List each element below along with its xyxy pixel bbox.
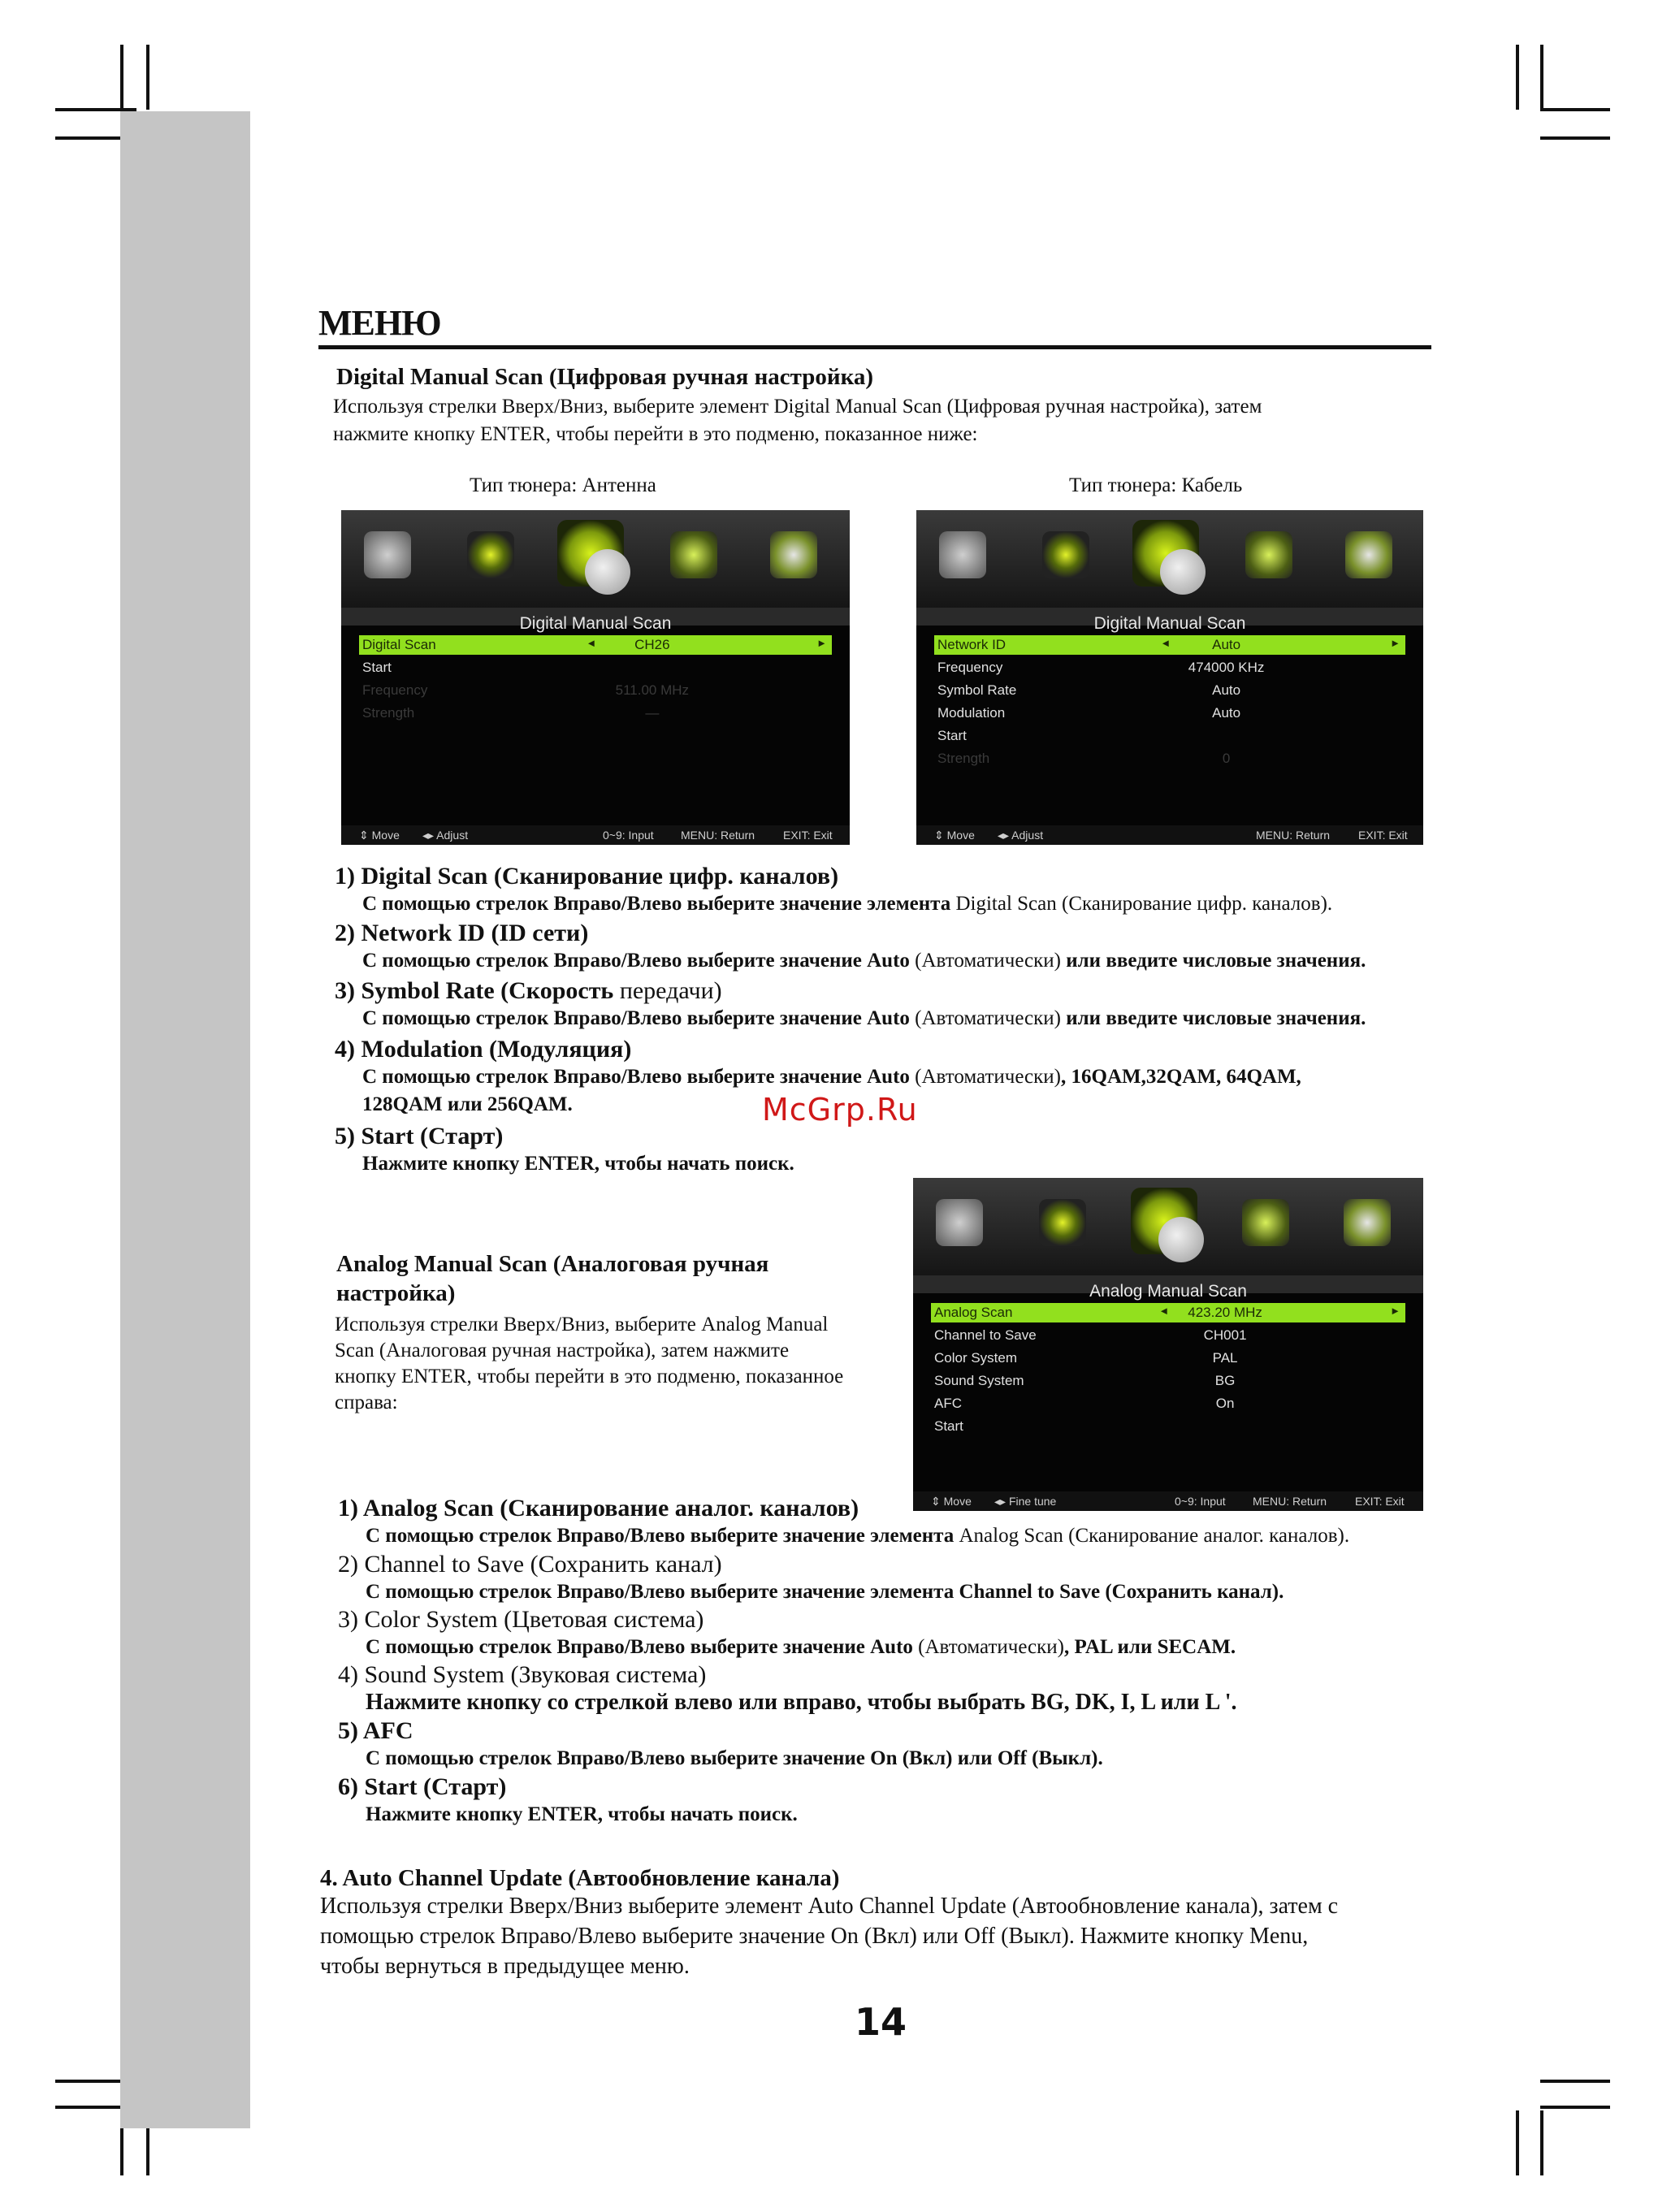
item-heading: 1) Digital Scan (Сканирование цифр. каналов) xyxy=(335,863,839,890)
item-body: С помощью стрелок Вправо/Влево выберите значение элемента Digital Scan (Сканирование цифр. каналов). xyxy=(362,893,1333,915)
crop-mark xyxy=(1516,2110,1519,2175)
row-value: Auto xyxy=(1212,637,1241,652)
menu-row-modulation[interactable] xyxy=(934,703,1405,723)
item-body: С помощью стрелок Вправо/Влево выберите значение Auto (Автоматически), 16QAM,32QAM, 64QAM, xyxy=(362,1066,1301,1088)
caption-antenna: Тип тюнера: Антенна xyxy=(470,474,656,496)
title-rule xyxy=(318,345,1431,349)
crop-mark xyxy=(120,45,123,110)
row-value: 423.20 MHz xyxy=(1188,1305,1262,1320)
crop-mark xyxy=(1540,2110,1543,2175)
item-heading: 2) Channel to Save (Сохранить канал) xyxy=(338,1551,722,1578)
digital-item-5 xyxy=(335,1123,794,1178)
footer-input: 0~9: Input xyxy=(1175,1495,1226,1508)
screen-title: Analog Manual Scan xyxy=(1089,1282,1247,1301)
dish-icon xyxy=(585,549,630,595)
arrow-left-icon[interactable]: ◄ xyxy=(586,637,597,649)
footer-input: 0~9: Input xyxy=(603,829,654,842)
footer-adjust: ◂▸ Adjust xyxy=(998,829,1044,842)
menu-row-strength xyxy=(359,703,832,723)
row-value: PAL xyxy=(1212,1350,1238,1366)
item-body: Нажмите кнопку ENTER, чтобы начать поиск. xyxy=(362,1153,794,1175)
lock-icon xyxy=(1242,1199,1289,1246)
menu-row-strength xyxy=(934,749,1405,768)
analog-item-3 xyxy=(338,1606,1236,1661)
item-heading: 3) Symbol Rate (Скорость передачи) xyxy=(335,977,722,1004)
lock-icon xyxy=(670,531,717,578)
item-heading: 5) Start (Старт) xyxy=(335,1123,504,1149)
item-body: С помощью стрелок Вправо/Влево выберите значение Auto (Автоматически) или введите числовые значения. xyxy=(362,1007,1366,1029)
footer-exit: EXIT: Exit xyxy=(1355,1495,1405,1508)
crop-mark xyxy=(1540,2106,1610,2109)
row-label: Digital Scan xyxy=(362,637,436,652)
row-label: Frequency xyxy=(362,682,428,698)
row-value: BG xyxy=(1214,1373,1236,1388)
item-body: Нажмите кнопку ENTER, чтобы начать поиск. xyxy=(366,1803,798,1825)
sound-icon xyxy=(1039,1199,1086,1246)
item-body-line-2: 128QAM или 256QAM. xyxy=(362,1093,573,1115)
row-label: Strength xyxy=(362,705,415,721)
screen-footer xyxy=(916,825,1423,845)
menu-row-sound-system[interactable] xyxy=(931,1371,1405,1391)
row-value: 511.00 MHz xyxy=(615,682,690,698)
footer-move: ⇕ Move xyxy=(934,829,975,842)
auto-update-line-2: помощью стрелок Вправо/Влево выберите значение On (Вкл) или Off (Выкл). Нажмите кнопку Menu, xyxy=(320,1924,1309,1949)
analog-intro-2: Scan (Аналоговая ручная настройка), затем нажмите xyxy=(335,1340,790,1361)
arrow-right-icon[interactable]: ► xyxy=(1390,637,1400,649)
watermark: McGrp.Ru xyxy=(762,1092,918,1128)
tv-screen-antenna xyxy=(341,510,850,845)
row-label: Strength xyxy=(937,751,990,766)
picture-icon xyxy=(939,531,986,578)
footer-move: ⇕ Move xyxy=(359,829,400,842)
arrow-right-icon[interactable]: ► xyxy=(816,637,827,649)
item-body: С помощью стрелок Вправо/Влево выберите значение On (Вкл) или Off (Выкл). xyxy=(366,1747,1103,1769)
row-label: Sound System xyxy=(934,1373,1024,1388)
digital-intro-2: нажмите кнопку ENTER, чтобы перейти в это подменю, показанное ниже: xyxy=(333,423,978,445)
grey-margin-band xyxy=(120,111,250,2128)
picture-icon xyxy=(364,531,411,578)
arrow-left-icon[interactable]: ◄ xyxy=(1158,1305,1170,1317)
item-heading: 6) Start (Старт) xyxy=(338,1773,507,1800)
analog-intro-4: справа: xyxy=(335,1392,398,1413)
footer-return: MENU: Return xyxy=(681,829,755,842)
item-heading: 5) AFC xyxy=(338,1717,413,1744)
gear-icon xyxy=(1344,1199,1391,1246)
dish-icon xyxy=(1160,549,1206,595)
row-value: 0 xyxy=(1222,751,1231,766)
screen-title: Digital Manual Scan xyxy=(1093,614,1246,633)
analog-item-1 xyxy=(338,1495,1349,1550)
arrow-left-icon[interactable]: ◄ xyxy=(1160,637,1171,649)
footer-return: MENU: Return xyxy=(1256,829,1331,842)
gear-icon xyxy=(770,531,817,578)
footer-return: MENU: Return xyxy=(1253,1495,1327,1508)
menu-row-analog-scan[interactable] xyxy=(931,1303,1405,1322)
digital-item-1 xyxy=(335,863,1332,918)
gear-icon xyxy=(1345,531,1392,578)
analog-intro-3: кнопку ENTER, чтобы перейти в это подменю, показанное xyxy=(335,1366,844,1387)
item-body: С помощью стрелок Вправо/Влево выберите значение Auto (Автоматически), PAL или SECAM. xyxy=(366,1636,1236,1658)
menu-row-digital-scan[interactable] xyxy=(359,635,832,655)
arrow-right-icon[interactable]: ► xyxy=(1390,1305,1400,1317)
sound-icon xyxy=(467,531,514,578)
footer-exit: EXIT: Exit xyxy=(1358,829,1408,842)
menu-row-afc[interactable] xyxy=(931,1394,1405,1413)
menu-row-start[interactable] xyxy=(359,658,832,677)
row-label: Modulation xyxy=(937,705,1006,721)
row-label: Channel to Save xyxy=(934,1327,1037,1343)
crop-mark xyxy=(1540,136,1610,140)
row-label: Symbol Rate xyxy=(937,682,1017,698)
digital-heading: Digital Manual Scan (Цифровая ручная настройка) xyxy=(336,364,874,390)
menu-row-frequency xyxy=(359,681,832,700)
row-label: Frequency xyxy=(937,660,1003,675)
analog-item-5 xyxy=(338,1717,1103,1773)
row-value: Auto xyxy=(1212,682,1241,698)
page-number: 14 xyxy=(855,2000,907,2044)
item-heading: 1) Analog Scan (Сканирование аналог. каналов) xyxy=(338,1495,859,1522)
tv-screen-analog xyxy=(913,1178,1423,1511)
row-value: CH001 xyxy=(1203,1327,1247,1343)
crop-mark xyxy=(1540,2080,1610,2083)
row-label: AFC xyxy=(934,1396,962,1411)
picture-icon xyxy=(936,1199,983,1246)
row-label: Color System xyxy=(934,1350,1018,1366)
analog-item-4 xyxy=(338,1661,1237,1716)
item-heading: 4) Modulation (Модуляция) xyxy=(335,1036,632,1063)
menu-icon-bar xyxy=(341,510,850,608)
row-label: Analog Scan xyxy=(934,1305,1013,1320)
item-body: С помощью стрелок Вправо/Влево выберите значение Auto (Автоматически) или введите числовые значения. xyxy=(362,950,1366,972)
auto-update-line-1: Используя стрелки Вверх/Вниз выберите элемент Auto Channel Update (Автообновление канала), затем с xyxy=(320,1894,1339,1919)
digital-item-2 xyxy=(335,920,1366,975)
row-value: CH26 xyxy=(634,637,670,652)
menu-row-frequency[interactable] xyxy=(934,658,1405,677)
crop-mark xyxy=(1516,45,1519,110)
digital-item-3 xyxy=(335,977,1366,1032)
analog-heading-2: настройка) xyxy=(336,1280,456,1306)
analog-heading-1: Analog Manual Scan (Аналоговая ручная xyxy=(336,1251,769,1277)
analog-item-2 xyxy=(338,1551,1284,1606)
row-label: Network ID xyxy=(937,637,1006,652)
row-label: Start xyxy=(934,1418,963,1434)
crop-mark xyxy=(146,45,149,110)
tv-screen-cable xyxy=(916,510,1423,845)
menu-icon-bar xyxy=(916,510,1423,608)
caption-cable: Тип тюнера: Кабель xyxy=(1069,474,1243,496)
item-body: С помощью стрелок Вправо/Влево выберите значение элемента Channel to Save (Сохранить канал). xyxy=(366,1581,1284,1603)
item-heading: 4) Sound System (Звуковая система) xyxy=(338,1661,707,1688)
row-value: — xyxy=(645,705,660,721)
menu-row-symbol-rate[interactable] xyxy=(934,681,1405,700)
item-heading: 2) Network ID (ID сети) xyxy=(335,920,589,946)
crop-mark xyxy=(1540,108,1610,111)
footer-fine-tune: ◂▸ Fine tune xyxy=(994,1495,1057,1508)
menu-row-channel-to-save[interactable] xyxy=(931,1326,1405,1345)
sound-icon xyxy=(1042,531,1089,578)
screen-title: Digital Manual Scan xyxy=(519,614,672,633)
footer-exit: EXIT: Exit xyxy=(783,829,833,842)
auto-update-heading: 4. Auto Channel Update (Автообновление канала) xyxy=(320,1865,840,1891)
crop-mark xyxy=(1540,45,1543,110)
menu-row-color-system[interactable] xyxy=(931,1348,1405,1368)
analog-item-6 xyxy=(338,1773,798,1829)
digital-intro-1: Используя стрелки Вверх/Вниз, выберите элемент Digital Manual Scan (Цифровая ручная настройка), затем xyxy=(333,396,1262,418)
item-heading: 3) Color System (Цветовая система) xyxy=(338,1606,704,1633)
item-body: Нажмите кнопку со стрелкой влево или вправо, чтобы выбрать BG, DK, I, L или L '. xyxy=(366,1690,1237,1715)
menu-row-network-id[interactable] xyxy=(934,635,1405,655)
row-label: Start xyxy=(362,660,392,675)
row-value: On xyxy=(1215,1396,1235,1411)
row-value: Auto xyxy=(1212,705,1241,721)
footer-adjust: ◂▸ Adjust xyxy=(422,829,469,842)
page-title: МЕНЮ xyxy=(318,303,441,343)
menu-icon-bar xyxy=(913,1178,1423,1275)
screen-footer xyxy=(341,825,850,845)
dish-icon xyxy=(1158,1217,1204,1262)
analog-intro-1: Используя стрелки Вверх/Вниз, выберите Analog Manual xyxy=(335,1314,829,1335)
auto-update-line-3: чтобы вернуться в предыдущее меню. xyxy=(320,1954,690,1979)
row-label: Start xyxy=(937,728,967,743)
lock-icon xyxy=(1245,531,1292,578)
footer-move: ⇕ Move xyxy=(931,1495,972,1508)
menu-row-start[interactable] xyxy=(934,726,1405,746)
menu-row-start[interactable] xyxy=(931,1417,1405,1436)
row-value: 474000 KHz xyxy=(1188,660,1265,675)
item-body: С помощью стрелок Вправо/Влево выберите значение элемента Analog Scan (Сканирование аналог. каналов). xyxy=(366,1525,1350,1547)
